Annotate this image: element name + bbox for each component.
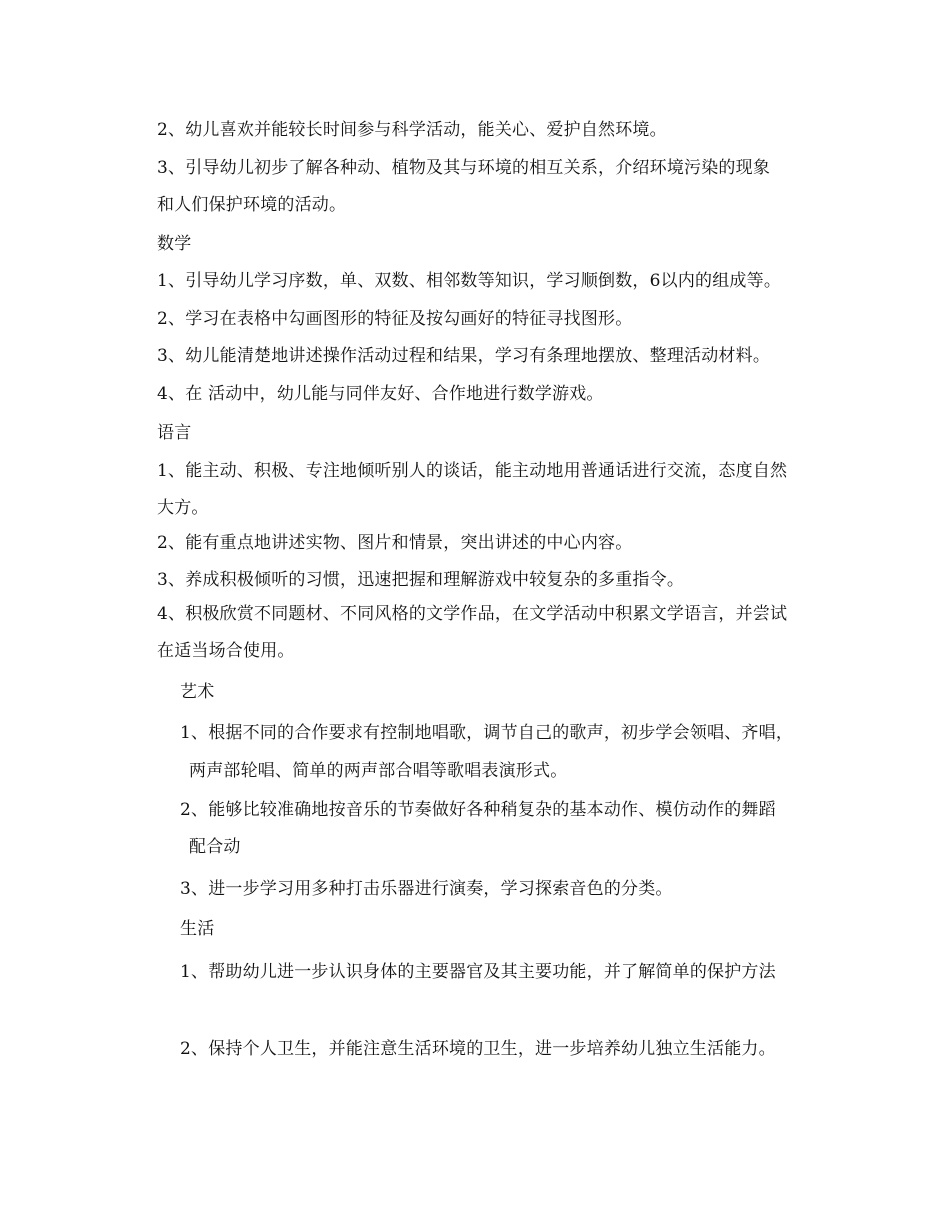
language-item-3: 3、养成积极倾听的习惯，迅速把握和理解游戏中较复杂的多重指令。: [157, 570, 685, 590]
life-item-1: 1、帮助幼儿进一步认识身体的主要器官及其主要功能，并了解简单的保护方法: [180, 962, 776, 982]
art-item-1-line-2: 两声部轮唱、简单的两声部合唱等歌唱表演形式。: [189, 761, 568, 781]
math-item-4: 4、在 活动中，幼儿能与同伴友好、合作地进行数学游戏。: [157, 384, 604, 404]
art-item-3: 3、进一步学习用多种打击乐器进行演奏，学习探索音色的分类。: [180, 879, 673, 899]
language-item-1-line-2: 大方。: [157, 498, 209, 518]
language-heading: 语言: [157, 423, 192, 443]
language-item-4-line-1: 4、积极欣赏不同题材、不同风格的文学作品，在文学活动中积累文学语言，并尝试: [157, 604, 788, 624]
math-item-3: 3、幼儿能清楚地讲述操作活动过程和结果，学习有条理地摆放、整理活动材料。: [157, 346, 771, 366]
science-item-3-line-2: 和人们保护环境的活动。: [157, 195, 347, 215]
language-item-2: 2、能有重点地讲述实物、图片和情景，突出讲述的中心内容。: [157, 533, 633, 553]
life-item-2: 2、保持个人卫生，并能注意生活环境的卫生，进一步培养幼儿独立生活能力。: [180, 1039, 776, 1059]
math-item-1: 1、引导幼儿学习序数，单、双数、相邻数等知识，学习顺倒数，6以内的组成等。: [157, 271, 782, 291]
science-item-2: 2、幼儿喜欢并能较长时间参与科学活动，能关心、爱护自然环境。: [157, 120, 667, 140]
art-item-2-line-1: 2、能够比较准确地按音乐的节奏做好各种稍复杂的基本动作、模仿动作的舞蹈: [180, 800, 776, 820]
art-item-1-line-1: 1、根据不同的合作要求有控制地唱歌，调节自己的歌声，初步学会领唱、齐唱，: [180, 723, 794, 743]
art-heading: 艺术: [180, 682, 215, 702]
language-item-1-line-1: 1、能主动、积极、专注地倾听别人的谈话，能主动地用普通话进行交流，态度自然: [157, 461, 788, 481]
math-item-2: 2、学习在表格中勾画图形的特征及按勾画好的特征寻找图形。: [157, 309, 633, 329]
life-heading: 生活: [180, 919, 215, 939]
language-item-4-line-2: 在适当场合使用。: [157, 641, 295, 661]
art-item-2-line-2: 配合动: [189, 837, 241, 857]
math-heading: 数学: [157, 234, 192, 254]
science-item-3-line-1: 3、引导幼儿初步了解各种动、植物及其与环境的相互关系，介绍环境污染的现象: [157, 158, 771, 178]
